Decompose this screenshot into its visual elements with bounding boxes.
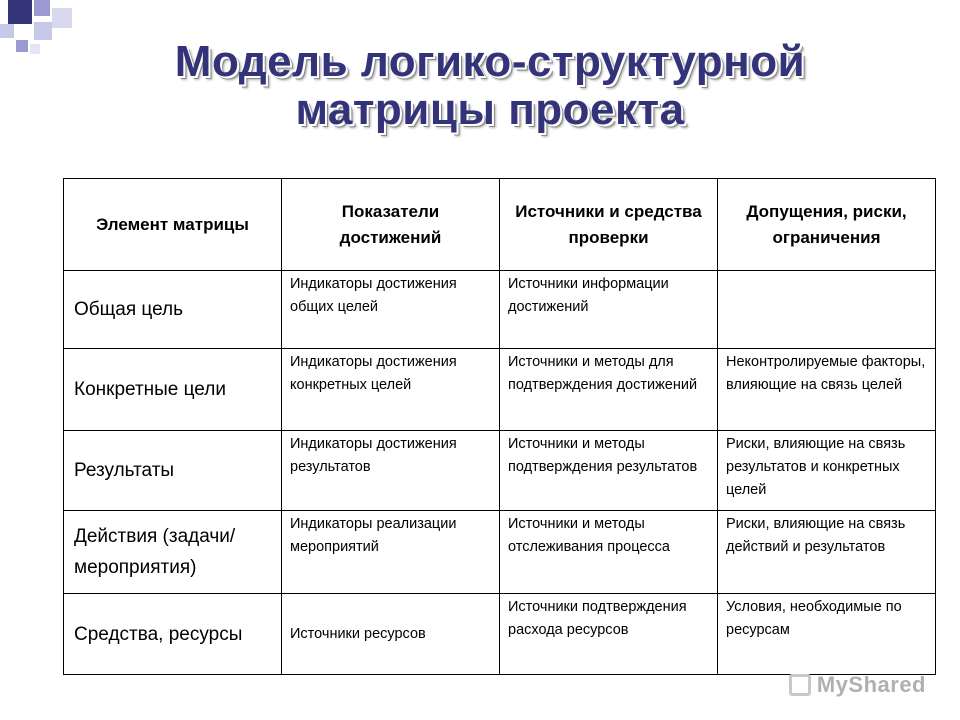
deco-square bbox=[0, 24, 14, 38]
row-sources: Источники подтверждения расхода ресурсов bbox=[500, 594, 718, 675]
row-indicators: Индикаторы реализации мероприятий bbox=[282, 511, 500, 594]
deco-square bbox=[52, 8, 72, 28]
deco-square bbox=[34, 22, 52, 40]
watermark-text: MyShared bbox=[816, 672, 926, 697]
row-assumptions: Риски, влияющие на связь действий и результатов bbox=[718, 511, 936, 594]
row-assumptions: Условия, необходимые по ресурсам bbox=[718, 594, 936, 675]
column-header: Источники и средства проверки bbox=[500, 179, 718, 271]
row-sources: Источники и методы для подтверждения достижений bbox=[500, 349, 718, 431]
logframe-matrix-table bbox=[63, 178, 936, 675]
row-element: Результаты bbox=[64, 431, 282, 511]
deco-square bbox=[8, 0, 32, 24]
row-assumptions bbox=[718, 271, 936, 349]
table-row bbox=[64, 431, 936, 511]
row-indicators: Индикаторы достижения конкретных целей bbox=[282, 349, 500, 431]
column-header: Элемент матрицы bbox=[64, 179, 282, 271]
title-line-1: Модель логико-структурной bbox=[174, 37, 806, 86]
watermark-logo-icon bbox=[789, 674, 811, 696]
row-element: Действия (задачи/ мероприятия) bbox=[64, 511, 282, 594]
row-sources: Источники и методы подтверждения результатов bbox=[500, 431, 718, 511]
row-element: Конкретные цели bbox=[64, 349, 282, 431]
deco-square bbox=[30, 44, 40, 54]
deco-square bbox=[16, 40, 28, 52]
title-line-2: матрицы проекта bbox=[295, 85, 685, 134]
row-element: Общая цель bbox=[64, 271, 282, 349]
row-sources: Источники информации достижений bbox=[500, 271, 718, 349]
row-assumptions: Неконтролируемые факторы, влияющие на связь целей bbox=[718, 349, 936, 431]
table-row bbox=[64, 594, 936, 675]
column-header: Показатели достижений bbox=[282, 179, 500, 271]
table-row bbox=[64, 349, 936, 431]
deco-square bbox=[34, 0, 50, 16]
row-element: Средства, ресурсы bbox=[64, 594, 282, 675]
row-indicators: Индикаторы достижения общих целей bbox=[282, 271, 500, 349]
row-sources: Источники и методы отслеживания процесса bbox=[500, 511, 718, 594]
page-title bbox=[60, 38, 920, 134]
table-header-row bbox=[64, 179, 936, 271]
column-header: Допущения, риски, ограничения bbox=[718, 179, 936, 271]
row-indicators: Источники ресурсов bbox=[282, 594, 500, 675]
row-assumptions: Риски, влияющие на связь результатов и конкретных целей bbox=[718, 431, 936, 511]
row-indicators: Индикаторы достижения результатов bbox=[282, 431, 500, 511]
watermark bbox=[789, 672, 926, 698]
table-row bbox=[64, 271, 936, 349]
table-row bbox=[64, 511, 936, 594]
